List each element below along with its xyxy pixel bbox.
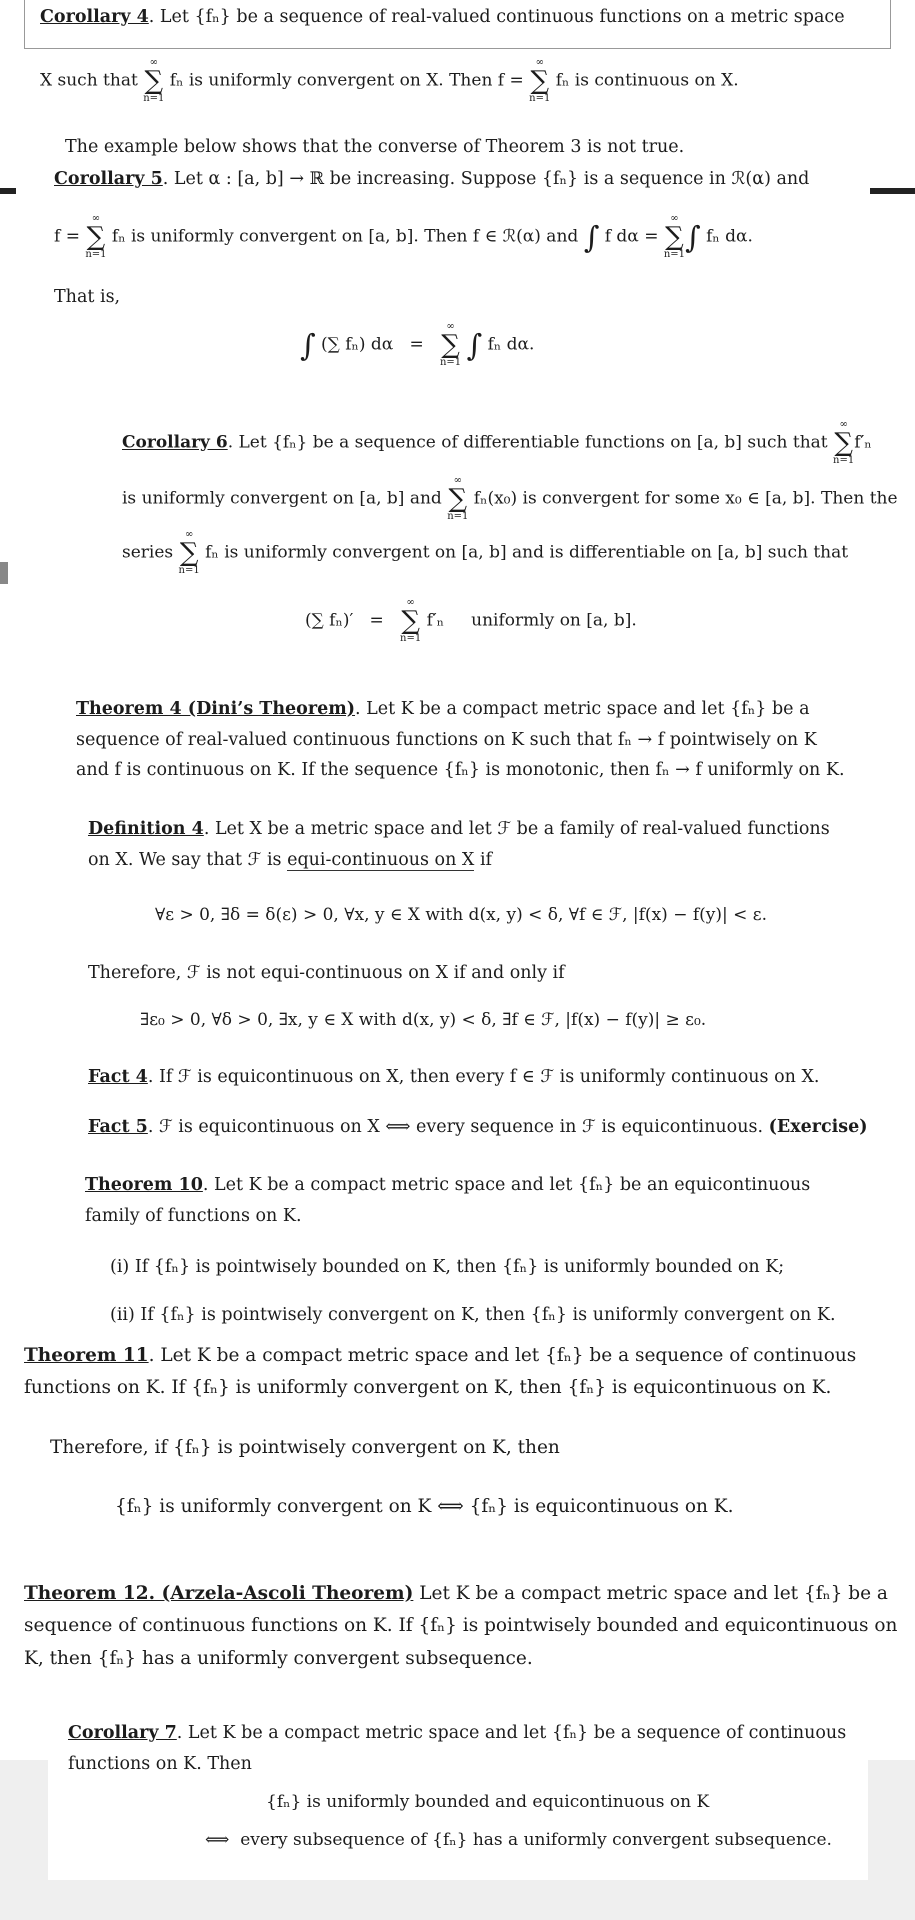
integral-sign: ∫ [466, 328, 483, 364]
top-frame-left [24, 0, 25, 48]
corollary-6-line2: is uniformly convergent on [a, b] and [122, 488, 448, 509]
sum-sign: ∑ [179, 538, 199, 568]
display-rhs: fₙ dα. [487, 334, 535, 355]
display-integral-sum [300, 322, 534, 368]
sum-symbol [664, 214, 685, 260]
sum-lower: n=1 [400, 633, 422, 644]
corollary-4-text: . Let {fₙ} be a sequence of real-valued continuous functions on a metric space [148, 7, 845, 27]
corollary-7-line2 [205, 1830, 832, 1850]
definition-4-formula: ∀ε > 0, ∃δ = δ(ε) > 0, ∀x, y ∈ X with d(x, y) < δ, ∀f ∈ ℱ, |f(x) − f(y)| < ε. [155, 905, 767, 925]
corollary-7-text: . Let K be a compact metric space and let {fₙ} be a sequence of continuous functions on K. Then [68, 1723, 847, 1774]
corollary-7-label: Corollary 7 [68, 1723, 177, 1743]
equals: = [409, 334, 424, 355]
sum-sign: ∑ [401, 606, 420, 636]
sum-sign: ∑ [665, 222, 684, 252]
sum-symbol [179, 530, 200, 576]
equals: = [369, 610, 384, 631]
theorem-4-text: . Let K be a compact metric space and let {fₙ} be a sequence of real-valued continuous functions on K such that fₙ → f pointwisely on K and f is continuous on K. If the sequence {fₙ} is monotonic, then fₙ → f uniformly on K. [76, 699, 845, 781]
sum-symbol [440, 322, 461, 368]
sum-upper: ∞ [670, 213, 679, 224]
left-edge-mark [0, 562, 8, 584]
fact-4-text: . If ℱ is equicontinuous on X, then every f ∈ ℱ is uniformly continuous on X. [147, 1067, 820, 1087]
corollary-6-line1 [122, 420, 872, 466]
corollary-6-label: Corollary 6 [122, 432, 228, 453]
corollary-6-line2 [122, 476, 898, 522]
theorem-10-label: Theorem 10 [85, 1175, 203, 1195]
fact-5-label: Fact 5 [88, 1117, 148, 1137]
display-derivative [305, 598, 637, 644]
sum-sign: ∑ [448, 484, 468, 514]
f-prime: f′ₙ [854, 432, 872, 453]
theorem-11-text: . Let K be a compact metric space and let {fₙ} be a sequence of continuous functions on K. If {fₙ} is uniformly convergent on K, then {fₙ} is equicontinuous on K. [24, 1345, 857, 1399]
right-edge-bar [870, 188, 915, 194]
corollary-7 [68, 1718, 858, 1779]
theorem-11-therefore: Therefore, if {fₙ} is pointwisely convergent on K, then [50, 1437, 560, 1458]
theorem-4 [76, 694, 846, 786]
theorem-11-display: {fₙ} is uniformly convergent on K ⟺ {fₙ} is equicontinuous on K. [115, 1496, 734, 1517]
fact-5 [88, 1112, 888, 1143]
sum-sign: ∑ [86, 222, 106, 252]
sum-lower: n=1 [663, 249, 686, 260]
corollary-4-line2b: fₙ is uniformly convergent on X. Then f = [164, 70, 530, 91]
corollary-5-line2b: fₙ is uniformly convergent on [a, b]. Then f ∈ ℛ(α) and [106, 226, 584, 247]
sum-symbol [143, 58, 164, 104]
sum-upper: ∞ [184, 529, 194, 540]
theorem-12-text: Let K be a compact metric space and let {fₙ} be a sequence of continuous functions on K. If {fₙ} is pointwisely bounded and equicontinuous on K, then {fₙ} has a uniformly convergent subsequence. [24, 1583, 898, 1669]
deriv-lhs: (∑ fₙ)′ [305, 610, 354, 631]
sum-upper: ∞ [91, 213, 101, 224]
theorem-10-item2: (ii) If {fₙ} is pointwisely convergent on K, then {fₙ} is uniformly convergent on K. [110, 1305, 836, 1325]
sum-lower: n=1 [833, 455, 855, 466]
corollary-5-line2 [54, 214, 753, 260]
theorem-10 [85, 1170, 855, 1231]
sum-sign: ∑ [144, 66, 164, 96]
definition-4-text2: if [474, 849, 493, 870]
definition-4-text1: . Let X be a metric space and let ℱ be a family of real-valued functions on X. We say that ℱ is [88, 819, 830, 870]
left-edge-bar [0, 188, 16, 194]
sum-upper: ∞ [839, 419, 848, 430]
sum-lower: n=1 [85, 249, 107, 260]
corollary-5 [54, 164, 854, 195]
integral-sign: ∫ [300, 328, 316, 364]
theorem-10-item1: (i) If {fₙ} is pointwisely bounded on K, then {fₙ} is uniformly bounded on K; [110, 1257, 785, 1277]
example-line: The example below shows that the converse of Theorem 3 is not true. [65, 137, 685, 157]
definition-4-label: Definition 4 [88, 819, 204, 839]
corollary-6-line3a: series [122, 542, 179, 563]
sum-symbol [833, 420, 854, 466]
sum-sign: ∑ [441, 330, 460, 360]
theorem-11 [24, 1340, 894, 1405]
theorem-12-label: Theorem 12. (Arzela-Ascoli Theorem) [24, 1583, 414, 1604]
sum-sign: ∑ [530, 66, 550, 96]
top-frame-bottom [24, 48, 891, 49]
theorem-4-label: Theorem 4 (Dini’s Theorem) [76, 699, 356, 719]
sum-lower: n=1 [178, 565, 200, 576]
corollary-5-line2d: fₙ dα. [700, 226, 753, 247]
integral-sign: ∫ [685, 220, 701, 256]
corollary-6-line3 [122, 530, 848, 576]
corollary-5-text: . Let α : [a, b] → ℝ be increasing. Suppose {fₙ} is a sequence in ℛ(α) and [162, 169, 810, 189]
integral-sign: ∫ [583, 220, 600, 256]
theorem-12 [24, 1578, 914, 1675]
fact-4 [88, 1062, 868, 1093]
sum-lower: n=1 [447, 511, 469, 522]
sum-upper: ∞ [406, 597, 415, 608]
corollary-5-line2a: f = [54, 226, 86, 247]
that-is: That is, [54, 287, 121, 307]
sum-sign: ∑ [834, 428, 853, 458]
corollary-7-line1: {fₙ} is uniformly bounded and equicontinuous on K [266, 1792, 710, 1812]
sum-upper: ∞ [446, 321, 455, 332]
corollary-4-line2a: X such that [40, 70, 144, 91]
iff-arrow: ⟺ [205, 1830, 230, 1850]
theorem-10-text: . Let K be a compact metric space and let {fₙ} be an equicontinuous family of functions on K. [85, 1175, 811, 1226]
fact-4-label: Fact 4 [88, 1067, 148, 1087]
corollary-4-line2 [40, 58, 739, 104]
definition-4 [88, 814, 848, 875]
fact-5-exercise: (Exercise) [768, 1117, 868, 1137]
corollary-7-line2-text: every subsequence of {fₙ} has a uniformly convergent subsequence. [240, 1830, 832, 1850]
sum-lower: n=1 [439, 357, 462, 368]
sum-symbol [529, 58, 550, 104]
sum-symbol [85, 214, 106, 260]
corollary-5-line2c: f dα = [599, 226, 664, 247]
definition-4-therefore: Therefore, ℱ is not equi-continuous on X if and only if [88, 963, 565, 983]
corollary-6-line3b: fₙ is uniformly convergent on [a, b] and is differentiable on [a, b] such that [199, 542, 849, 563]
definition-4-formula2: ∃ε₀ > 0, ∀δ > 0, ∃x, y ∈ X with d(x, y) < δ, ∃f ∈ ℱ, |f(x) − f(y)| ≥ ε₀. [140, 1010, 707, 1030]
sum-upper: ∞ [149, 57, 158, 68]
deriv-rhs: f′ₙ [426, 610, 445, 631]
theorem-11-label: Theorem 11 [24, 1345, 149, 1366]
display-lhs: (∑ fₙ) dα [321, 334, 394, 355]
sum-lower: n=1 [529, 93, 551, 104]
sum-upper: ∞ [453, 475, 462, 486]
fact-5-text: . ℱ is equicontinuous on X ⟺ every sequence in ℱ is equicontinuous. [147, 1117, 769, 1137]
sum-symbol [400, 598, 421, 644]
sum-lower: n=1 [143, 93, 165, 104]
corollary-6-line2b: fₙ(x₀) is convergent for some x₀ ∈ [a, b]. Then the [468, 488, 898, 509]
corollary-4-label: Corollary 4 [40, 7, 149, 27]
corollary-4 [40, 2, 890, 33]
definition-4-term: equi-continuous on X [287, 849, 475, 870]
corollary-5-label: Corollary 5 [54, 169, 163, 189]
corollary-6-text: . Let {fₙ} be a sequence of differentiable functions on [a, b] such that [227, 432, 834, 453]
corollary-4-line2c: fₙ is continuous on X. [550, 70, 739, 91]
top-frame-right [890, 0, 891, 48]
deriv-tail: uniformly on [a, b]. [471, 610, 637, 631]
sum-upper: ∞ [535, 57, 544, 68]
sum-symbol [447, 476, 468, 522]
